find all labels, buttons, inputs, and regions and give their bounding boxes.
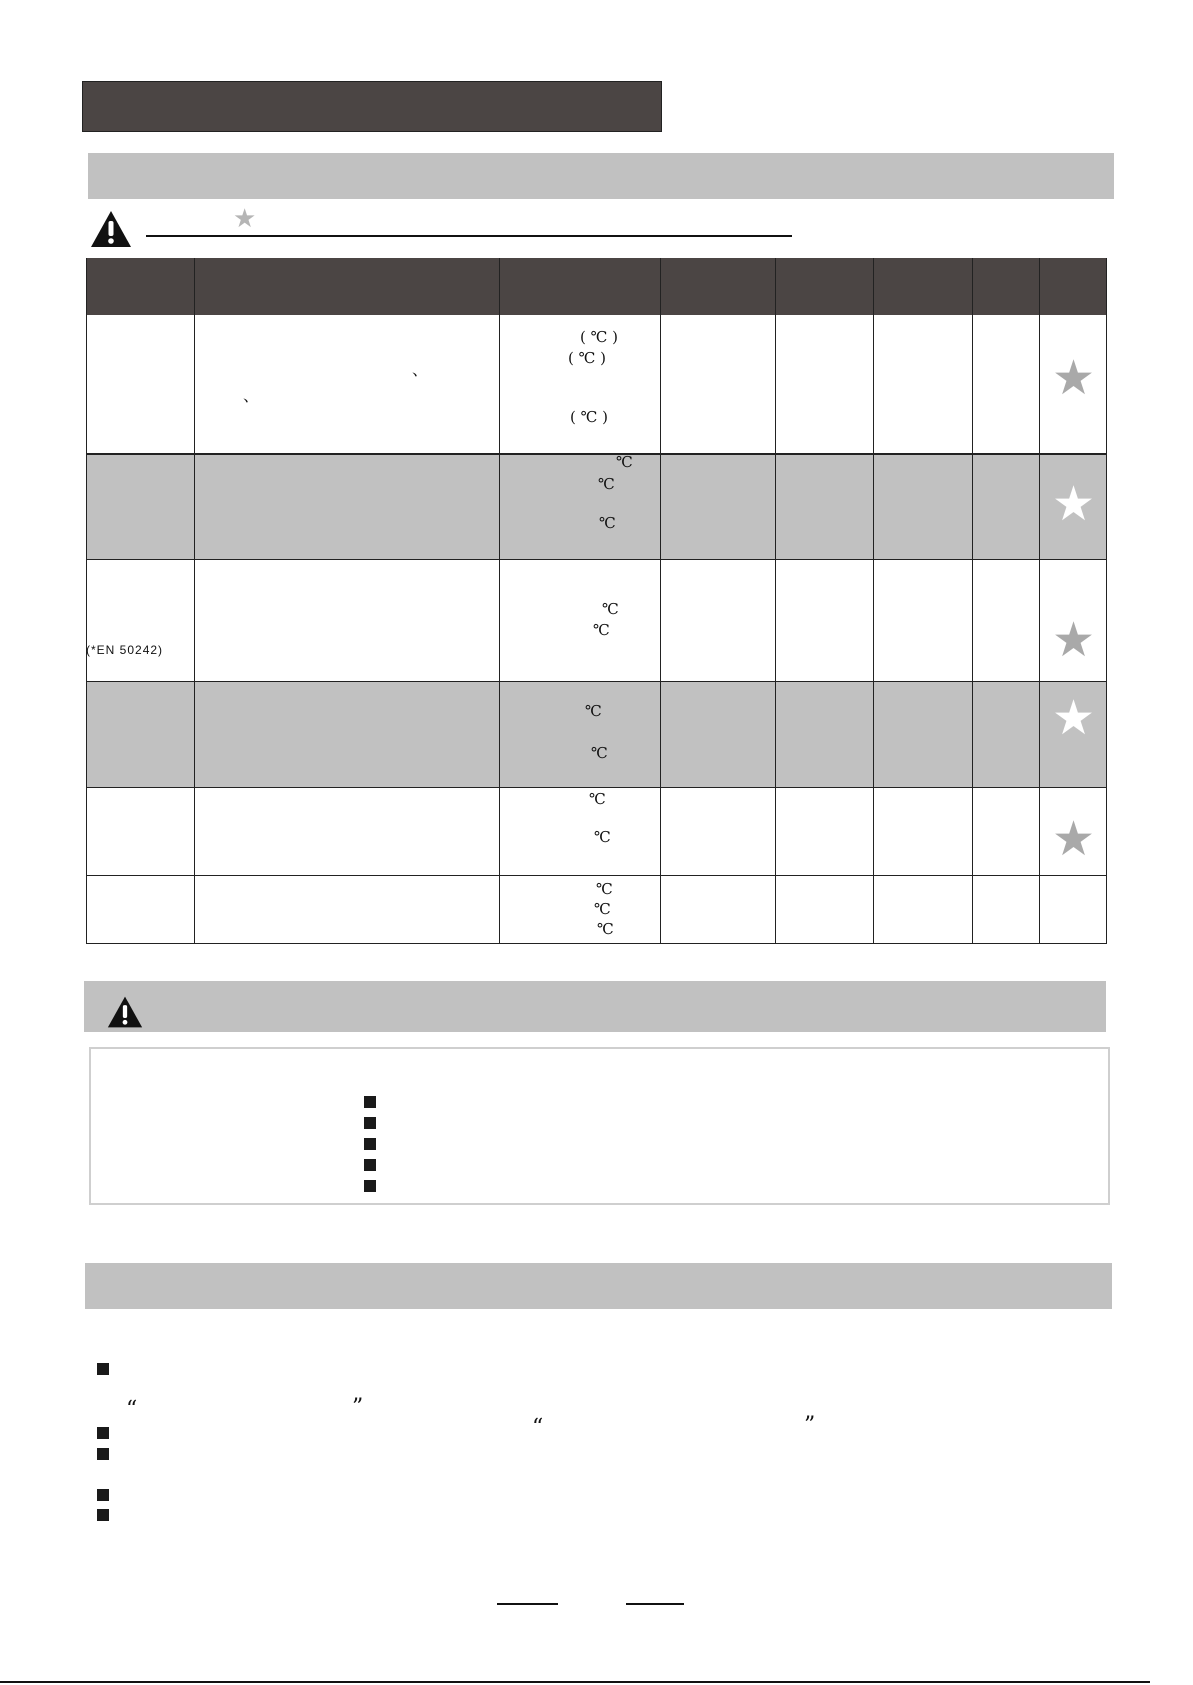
- program-table: [86, 258, 1107, 944]
- temperature-unit: ( ℃ ): [570, 408, 609, 426]
- column-divider: [86, 258, 87, 944]
- star-icon: ★: [1051, 690, 1096, 746]
- column-divider: [972, 258, 973, 944]
- temperature-unit: ℃: [616, 453, 633, 471]
- star-icon: ★: [1051, 811, 1096, 867]
- quote-open: “: [532, 1415, 544, 1440]
- column-divider: [660, 258, 661, 944]
- warning-icon: [90, 210, 132, 248]
- column-divider: [499, 258, 500, 944]
- table-row: [86, 454, 1107, 560]
- star-icon: ★: [1051, 476, 1096, 532]
- star-icon: ★: [1051, 350, 1096, 406]
- temperature-unit: ℃: [585, 702, 602, 720]
- bullet-square-icon: [364, 1180, 376, 1192]
- section-header-warning: [84, 981, 1106, 1032]
- title-bar: [82, 81, 662, 132]
- bullet-square-icon: [97, 1448, 109, 1460]
- table-row: [86, 682, 1107, 788]
- temperature-unit: ℃: [596, 880, 613, 898]
- temperature-unit: ℃: [594, 828, 611, 846]
- bullet-square-icon: [97, 1509, 109, 1521]
- bullet-square-icon: [97, 1427, 109, 1439]
- temperature-unit: ℃: [597, 920, 614, 938]
- section-header-programs: [88, 153, 1114, 199]
- legend-underline: [146, 235, 792, 237]
- warning-icon: [107, 995, 143, 1029]
- temperature-unit: ℃: [602, 600, 619, 618]
- bullet-square-icon: [364, 1096, 376, 1108]
- column-divider: [873, 258, 874, 944]
- temperature-unit: ℃: [591, 744, 608, 762]
- list-comma: 、: [243, 388, 260, 405]
- bullet-square-icon: [97, 1489, 109, 1501]
- temperature-unit: ℃: [589, 790, 606, 808]
- column-divider: [194, 258, 195, 944]
- temperature-unit: ℃: [599, 514, 616, 532]
- quote-open: “: [126, 1397, 138, 1422]
- star-icon: ★: [1051, 612, 1096, 668]
- bullet-square-icon: [364, 1138, 376, 1150]
- temperature-unit: ℃: [598, 475, 615, 493]
- table-header-row: [86, 258, 1107, 315]
- quote-close: ”: [352, 1395, 364, 1420]
- bullet-square-icon: [364, 1159, 376, 1171]
- blank-underline: [626, 1603, 684, 1605]
- blank-underline: [497, 1603, 558, 1605]
- footer-rule: [0, 1681, 1150, 1683]
- standard-note: (*EN 50242): [86, 643, 164, 657]
- quote-close: ”: [804, 1413, 816, 1438]
- bullet-square-icon: [364, 1117, 376, 1129]
- list-comma: 、: [412, 362, 429, 379]
- bullet-square-icon: [97, 1363, 109, 1375]
- temperature-unit: ( ℃ ): [580, 328, 619, 346]
- section-header-tips: [85, 1263, 1112, 1309]
- temperature-unit: ℃: [594, 900, 611, 918]
- temperature-unit: ( ℃ ): [568, 349, 607, 367]
- legend-star-icon: ★: [233, 204, 257, 234]
- warning-note-box: [89, 1047, 1110, 1205]
- column-divider: [775, 258, 776, 944]
- temperature-unit: ℃: [593, 621, 610, 639]
